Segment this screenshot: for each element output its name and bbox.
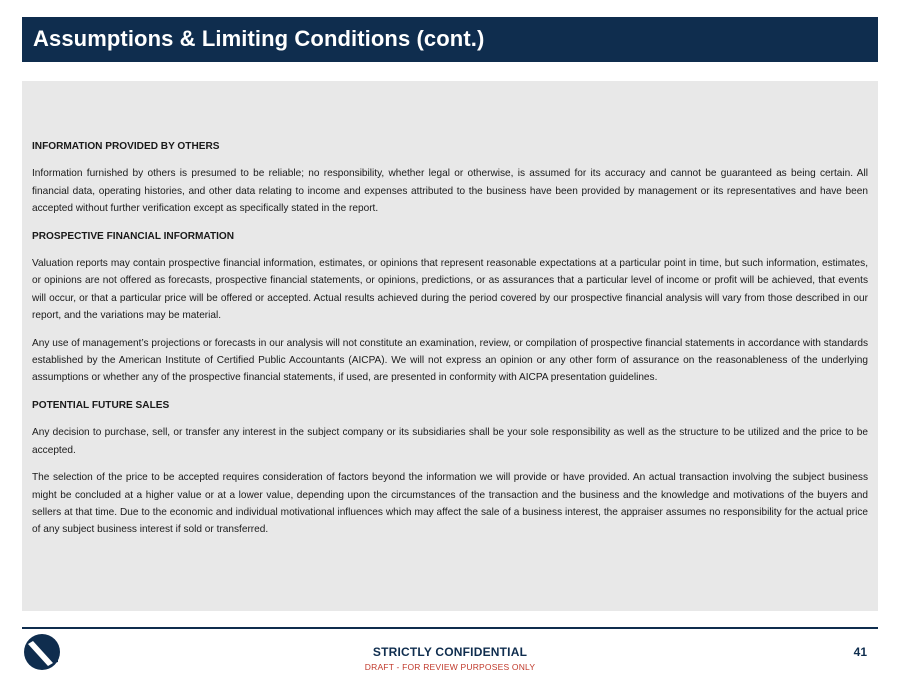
title-bar [22, 17, 878, 62]
section-heading-information-provided: INFORMATION PROVIDED BY OTHERS [32, 141, 220, 152]
paragraph-prospective-financial-2: Any use of management’s projections or forecasts in our analysis will not constitute an examination, review, or compilation of prospective financial statements in accordance with standards established by the American Institute of Certified Public Accountants (AICPA). We will not express an opinion or any other form of assurance on the reasonableness of the underlying assumptions or whether any of the prospective financial statements, if used, are presented in conformity with AICPA presentation guidelines. [32, 337, 868, 384]
content-panel [22, 81, 878, 611]
paragraph-information-provided: Information furnished by others is presumed to be reliable; no responsibility, whether legal or otherwise, is assumed for its accuracy and cannot be guaranteed as being certain. All financial data, operating histories, and other data relating to income and expenses attributed to the business have been provided by management or its representatives and have been accepted without further verification except as specifically stated in the report. [32, 168, 868, 215]
confidential-label: STRICTLY CONFIDENTIAL [372, 645, 528, 659]
section-heading-potential-future-sales: POTENTIAL FUTURE SALES [32, 399, 170, 411]
draft-notice: DRAFT - FOR REVIEW PURPOSES ONLY [364, 662, 536, 672]
page-number: 41 [853, 645, 867, 659]
footer-divider [22, 627, 878, 629]
section-heading-prospective-financial: PROSPECTIVE FINANCIAL INFORMATION [32, 230, 235, 242]
paragraph-potential-future-sales-2: The selection of the price to be accepted requires consideration of factors beyond the information we will provide or have provided. An actual transaction involving the subject business might be concluded at a higher value or at a lower value, depending upon the circumstances of the transaction and the business and the knowledge and motivations of the buyers and sellers at that time. Due to the economic and individual motivational influences which may affect the sale of a business interest, the appraiser assumes no responsibility for the actual price of any subject business interest if sold or transferred. [32, 472, 868, 536]
paragraph-potential-future-sales-1: Any decision to purchase, sell, or transfer any interest in the subject company or its subsidiaries shall be your sole responsibility as well as the structure to be utilized and the price to be accepted. [32, 427, 868, 456]
paragraph-prospective-financial-1: Valuation reports may contain prospective financial information, estimates, or opinions that represent reasonable expectations at a particular point in time, but such information, estimates, or opinions are not offered as forecasts, prospective financial statements, or opinions, predictions, or as assurances that a particular level of income or profit will be achieved, that events will occur, or that a particular price will be offered or accepted. Actual results achieved during the period covered by our prospective financial analysis will vary from those described in our report, and the variations may be material. [32, 258, 868, 322]
page-title: Assumptions & Limiting Conditions (cont.) [33, 26, 485, 51]
